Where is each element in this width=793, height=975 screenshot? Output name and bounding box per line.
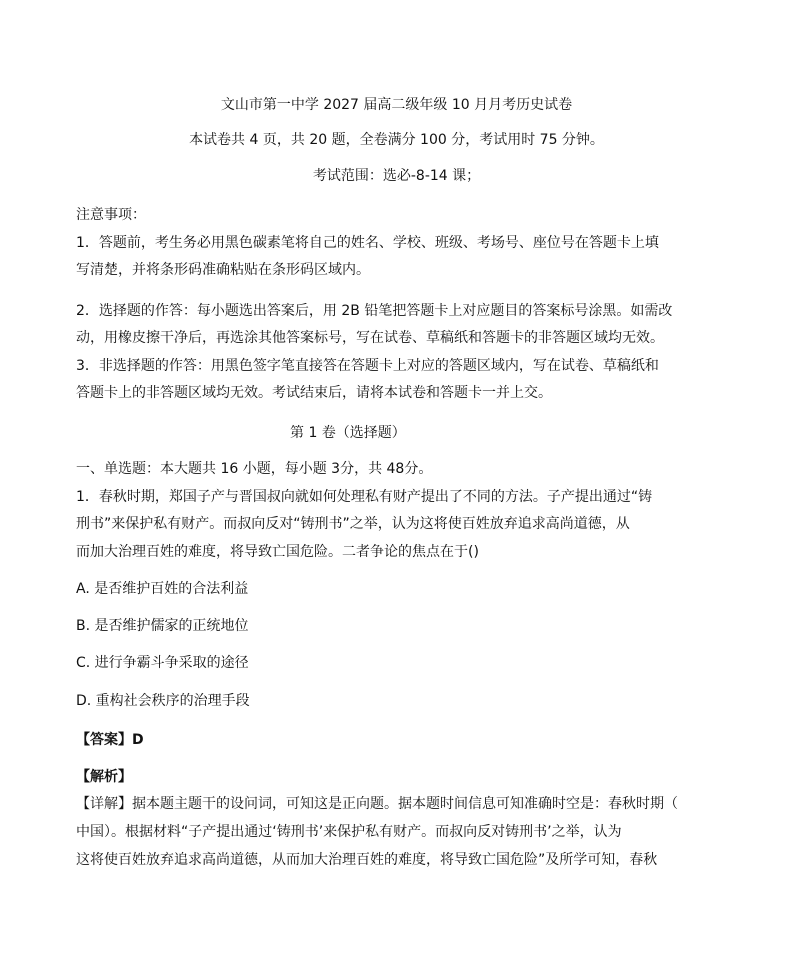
question-text-line: 1．春秋时期，郑国子产与晋国叔向就如何处理私有财产提出了不同的方法。子产提出通过“铸 bbox=[76, 489, 653, 505]
analysis-line: 这将使百姓放弃追求高尚道德，从而加大治理百姓的难度，将导致亡国危险”及所学可知，春秋 bbox=[76, 852, 658, 868]
answer-label: 【答案】D bbox=[76, 732, 144, 748]
analysis-line: 【详解】据本题主题干的设问词，可知这是正向题。据本题时间信息可知准确时空是：春秋时期（ bbox=[76, 796, 678, 812]
section-intro: 一、单选题：本大题共 16 小题，每小题 3分，共 48分。 bbox=[76, 461, 433, 477]
notice-line: 1．答题前，考生务必用黑色碳素笔将自己的姓名、学校、班级、考场号、座位号在答题卡上填 bbox=[76, 235, 659, 251]
exam-scope: 考试范围：选必-8-14 课； bbox=[312, 168, 481, 184]
notice-line: 3．非选择题的作答：用黑色签字笔直接答在答题卡上对应的答题区域内，写在试卷、草稿纸和 bbox=[76, 358, 659, 374]
notice-line: 写清楚，并将条形码准确粘贴在条形码区域内。 bbox=[76, 262, 370, 278]
notice-line: 动，用橡皮擦干净后，再选涂其他答案标号，写在试卷、草稿纸和答题卡的非答题区域均无效。 bbox=[76, 330, 664, 346]
analysis-line: 中国）。根据材料“子产提出通过‘铸刑书’来保护私有财产。而叔向反对铸刑书’之举，认为 bbox=[76, 824, 622, 840]
question-text-line: 而加大治理百姓的难度，将导致亡国危险。二者争论的焦点在于() bbox=[76, 544, 479, 560]
notice-heading: 注意事项： bbox=[76, 207, 146, 223]
question-text-line: 刑书”来保护私有财产。而叔向反对“铸刑书”之举，认为这将使百姓放弃追求高尚道德，从 bbox=[76, 516, 630, 532]
option-c: C. 进行争霸斗争采取的途径 bbox=[76, 655, 249, 671]
notice-line: 2．选择题的作答：每小题选出答案后，用 2B 铅笔把答题卡上对应题目的答案标号涂黑。如需改 bbox=[76, 303, 673, 319]
option-d: D. 重构社会秩序的治理手段 bbox=[76, 693, 250, 709]
option-a: A. 是否维护百姓的合法利益 bbox=[76, 581, 249, 597]
section-title: 第 1 卷（选择题） bbox=[290, 425, 406, 441]
option-b: B. 是否维护儒家的正统地位 bbox=[76, 618, 249, 634]
notice-line: 答题卡上的非答题区域均无效。考试结束后，请将本试卷和答题卡一并上交。 bbox=[76, 385, 552, 401]
exam-title: 文山市第一中学 2027 届高二级年级 10 月月考历史试卷 bbox=[220, 97, 573, 113]
exam-info: 本试卷共 4 页，共 20 题，全卷满分 100 分，考试用时 75 分钟。 bbox=[189, 132, 604, 148]
analysis-heading: 【解析】 bbox=[76, 769, 132, 785]
